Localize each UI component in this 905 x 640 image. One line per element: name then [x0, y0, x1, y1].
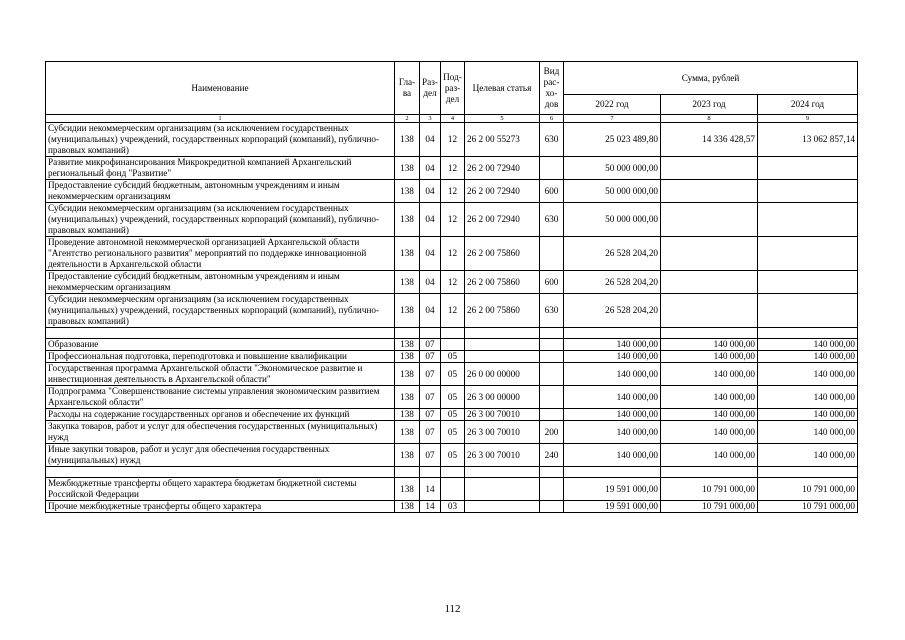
row-vid-rashodov — [540, 478, 564, 501]
row-sum-2024: 10 791 000,00 — [758, 478, 858, 501]
row-sum-2022: 26 528 204,20 — [564, 271, 661, 294]
row-glava: 138 — [395, 386, 420, 409]
column-number: 8 — [661, 115, 758, 123]
row-sum-2023 — [661, 203, 758, 237]
row-razdel: 04 — [420, 203, 441, 237]
row-podrazdel: 12 — [441, 203, 465, 237]
row-name: Расходы на содержание государственных органов и обеспечение их функций — [46, 409, 395, 421]
row-vid-rashodov: 240 — [540, 444, 564, 467]
row-name: Проведение автономной некоммерческой организацией Архангельской области "Агентство регионального развития" мероприятий по поддержке инновационной деятельности в Архангельской области — [46, 237, 395, 271]
row-celevaya-statya: 26 2 00 75860 — [465, 271, 540, 294]
row-podrazdel: 12 — [441, 294, 465, 328]
row-razdel: 04 — [420, 180, 441, 203]
row-sum-2023 — [661, 237, 758, 271]
row-sum-2023: 14 336 428,57 — [661, 123, 758, 157]
row-sum-2024: 10 791 000,00 — [758, 501, 858, 513]
row-sum-2022: 19 591 000,00 — [564, 501, 661, 513]
row-celevaya-statya — [465, 351, 540, 363]
row-name: Государственная программа Архангельской области "Экономическое развитие и инвестиционная деятельность в Архангельской области" — [46, 363, 395, 386]
row-sum-2023 — [661, 294, 758, 328]
row-sum-2023: 140 000,00 — [661, 421, 758, 444]
table-body — [46, 123, 858, 513]
spacer-cell — [395, 328, 420, 339]
row-sum-2024 — [758, 294, 858, 328]
row-sum-2024: 13 062 857,14 — [758, 123, 858, 157]
row-sum-2024: 140 000,00 — [758, 386, 858, 409]
row-name: Субсидии некоммерческим организациям (за исключением государственных (муниципальных) учреждений, государственных корпораций (компаний), публично-правовых компаний) — [46, 294, 395, 328]
header-year-2022: 2022 год — [564, 95, 661, 115]
row-sum-2023: 140 000,00 — [661, 363, 758, 386]
row-name: Профессиональная подготовка, переподготовка и повышение квалификации — [46, 351, 395, 363]
row-podrazdel: 05 — [441, 351, 465, 363]
row-name: Предоставление субсидий бюджетным, автономным учреждениям и иным некоммерческим организациям — [46, 271, 395, 294]
column-number: 4 — [441, 115, 465, 123]
row-sum-2024: 140 000,00 — [758, 363, 858, 386]
spacer-cell — [395, 467, 420, 478]
table-row — [46, 294, 858, 328]
spacer-row — [46, 467, 858, 478]
row-glava: 138 — [395, 180, 420, 203]
row-razdel: 04 — [420, 237, 441, 271]
column-number: 2 — [395, 115, 420, 123]
row-glava: 138 — [395, 237, 420, 271]
row-glava: 138 — [395, 409, 420, 421]
spacer-cell — [420, 467, 441, 478]
row-glava: 138 — [395, 421, 420, 444]
table-row — [46, 386, 858, 409]
row-podrazdel: 12 — [441, 180, 465, 203]
row-sum-2022: 140 000,00 — [564, 351, 661, 363]
row-name: Подпрограмма "Совершенствование системы управления экономическим развитием Архангельской области" — [46, 386, 395, 409]
row-vid-rashodov: 630 — [540, 123, 564, 157]
row-sum-2023: 10 791 000,00 — [661, 501, 758, 513]
header-podrazdel: Под-раз-дел — [441, 62, 465, 115]
row-sum-2022: 140 000,00 — [564, 386, 661, 409]
table-row — [46, 363, 858, 386]
table-row — [46, 180, 858, 203]
header-razdel: Раз-дел — [420, 62, 441, 115]
table-row — [46, 409, 858, 421]
row-sum-2022: 26 528 204,20 — [564, 237, 661, 271]
row-glava: 138 — [395, 271, 420, 294]
row-sum-2024 — [758, 180, 858, 203]
row-sum-2022: 19 591 000,00 — [564, 478, 661, 501]
column-number: 5 — [465, 115, 540, 123]
row-vid-rashodov — [540, 501, 564, 513]
column-number: 9 — [758, 115, 858, 123]
column-number: 1 — [46, 115, 395, 123]
row-celevaya-statya: 26 2 00 55273 — [465, 123, 540, 157]
row-podrazdel — [441, 478, 465, 501]
row-celevaya-statya: 26 2 00 72940 — [465, 180, 540, 203]
header-celevaya: Целевая статья — [465, 62, 540, 115]
table-row — [46, 421, 858, 444]
row-sum-2024: 140 000,00 — [758, 421, 858, 444]
header-vid: Вид рас-хо-дов — [540, 62, 564, 115]
table-row — [46, 339, 858, 351]
row-vid-rashodov: 600 — [540, 271, 564, 294]
row-razdel: 14 — [420, 478, 441, 501]
spacer-cell — [46, 328, 395, 339]
row-sum-2023: 140 000,00 — [661, 351, 758, 363]
row-sum-2024: 140 000,00 — [758, 351, 858, 363]
column-number: 7 — [564, 115, 661, 123]
row-razdel: 04 — [420, 271, 441, 294]
row-razdel: 04 — [420, 157, 441, 180]
row-vid-rashodov — [540, 363, 564, 386]
row-razdel: 14 — [420, 501, 441, 513]
row-sum-2023: 140 000,00 — [661, 409, 758, 421]
row-sum-2022: 50 000 000,00 — [564, 180, 661, 203]
row-sum-2023: 140 000,00 — [661, 444, 758, 467]
table-row — [46, 351, 858, 363]
row-name: Прочие межбюджетные трансферты общего характера — [46, 501, 395, 513]
row-podrazdel: 12 — [441, 237, 465, 271]
table-row — [46, 501, 858, 513]
row-sum-2024: 140 000,00 — [758, 339, 858, 351]
row-sum-2024 — [758, 237, 858, 271]
row-name: Образование — [46, 339, 395, 351]
header-summa: Сумма, рублей — [564, 62, 858, 95]
row-podrazdel: 03 — [441, 501, 465, 513]
row-sum-2023 — [661, 271, 758, 294]
row-celevaya-statya: 26 3 00 70010 — [465, 409, 540, 421]
spacer-cell — [46, 467, 395, 478]
row-glava: 138 — [395, 351, 420, 363]
row-name: Субсидии некоммерческим организациям (за исключением государственных (муниципальных) учреждений, государственных корпораций (компаний), публично-правовых компаний) — [46, 203, 395, 237]
row-vid-rashodov — [540, 386, 564, 409]
spacer-cell — [420, 328, 441, 339]
row-sum-2022: 50 000 000,00 — [564, 157, 661, 180]
row-podrazdel: 12 — [441, 123, 465, 157]
row-podrazdel: 12 — [441, 271, 465, 294]
row-celevaya-statya: 26 0 00 00000 — [465, 363, 540, 386]
row-razdel: 07 — [420, 363, 441, 386]
spacer-row — [46, 328, 858, 339]
row-sum-2022: 50 000 000,00 — [564, 203, 661, 237]
row-sum-2022: 26 528 204,20 — [564, 294, 661, 328]
row-celevaya-statya — [465, 501, 540, 513]
row-glava: 138 — [395, 339, 420, 351]
page-number: 112 — [444, 603, 461, 615]
row-name: Закупка товаров, работ и услуг для обеспечения государственных (муниципальных) нужд — [46, 421, 395, 444]
row-glava: 138 — [395, 157, 420, 180]
row-vid-rashodov — [540, 409, 564, 421]
spacer-cell — [540, 467, 564, 478]
row-sum-2022: 25 023 489,80 — [564, 123, 661, 157]
row-vid-rashodov: 630 — [540, 203, 564, 237]
row-celevaya-statya: 26 3 00 00000 — [465, 386, 540, 409]
table-row — [46, 123, 858, 157]
row-sum-2022: 140 000,00 — [564, 421, 661, 444]
row-sum-2024 — [758, 203, 858, 237]
row-celevaya-statya: 26 2 00 75860 — [465, 294, 540, 328]
spacer-cell — [441, 467, 465, 478]
row-sum-2022: 140 000,00 — [564, 363, 661, 386]
row-sum-2022: 140 000,00 — [564, 409, 661, 421]
row-sum-2022: 140 000,00 — [564, 444, 661, 467]
row-sum-2023 — [661, 157, 758, 180]
row-name: Предоставление субсидий бюджетным, автономным учреждениям и иным некоммерческим организациям — [46, 180, 395, 203]
row-podrazdel: 12 — [441, 157, 465, 180]
table-row — [46, 478, 858, 501]
column-number: 6 — [540, 115, 564, 123]
spacer-cell — [465, 328, 540, 339]
row-razdel: 07 — [420, 386, 441, 409]
row-sum-2023: 140 000,00 — [661, 386, 758, 409]
column-number: 3 — [420, 115, 441, 123]
table-row — [46, 444, 858, 467]
spacer-cell — [564, 328, 661, 339]
header-year-2024: 2024 год — [758, 95, 858, 115]
spacer-cell — [758, 328, 858, 339]
row-celevaya-statya: 26 2 00 72940 — [465, 203, 540, 237]
row-razdel: 04 — [420, 123, 441, 157]
row-celevaya-statya: 26 3 00 70010 — [465, 421, 540, 444]
row-vid-rashodov: 630 — [540, 294, 564, 328]
row-podrazdel — [441, 339, 465, 351]
spacer-cell — [661, 467, 758, 478]
spacer-cell — [758, 467, 858, 478]
row-vid-rashodov — [540, 351, 564, 363]
spacer-cell — [661, 328, 758, 339]
header-row — [46, 62, 858, 95]
row-glava: 138 — [395, 444, 420, 467]
row-razdel: 07 — [420, 421, 441, 444]
row-glava: 138 — [395, 294, 420, 328]
row-razdel: 04 — [420, 294, 441, 328]
row-celevaya-statya: 26 2 00 75860 — [465, 237, 540, 271]
row-name: Развитие микрофинансирования Микрокредитной компанией Архангельский региональный фонд "Развитие" — [46, 157, 395, 180]
row-sum-2022: 140 000,00 — [564, 339, 661, 351]
spacer-cell — [540, 328, 564, 339]
row-glava: 138 — [395, 363, 420, 386]
row-vid-rashodov: 200 — [540, 421, 564, 444]
row-sum-2024 — [758, 157, 858, 180]
row-glava: 138 — [395, 501, 420, 513]
row-vid-rashodov: 600 — [540, 180, 564, 203]
row-podrazdel: 05 — [441, 409, 465, 421]
row-sum-2024: 140 000,00 — [758, 409, 858, 421]
row-glava: 138 — [395, 203, 420, 237]
row-name: Межбюджетные трансферты общего характера бюджетам бюджетной системы Российской Федерации — [46, 478, 395, 501]
row-razdel: 07 — [420, 351, 441, 363]
row-vid-rashodov — [540, 237, 564, 271]
row-vid-rashodov — [540, 157, 564, 180]
row-celevaya-statya: 26 3 00 70010 — [465, 444, 540, 467]
row-podrazdel: 05 — [441, 386, 465, 409]
row-podrazdel: 05 — [441, 363, 465, 386]
header-glava: Гла-ва — [395, 62, 420, 115]
row-name: Иные закупки товаров, работ и услуг для обеспечения государственных (муниципальных) нужд — [46, 444, 395, 467]
row-sum-2023: 140 000,00 — [661, 339, 758, 351]
row-celevaya-statya — [465, 478, 540, 501]
table-row — [46, 203, 858, 237]
budget-table — [45, 61, 858, 513]
row-sum-2024: 140 000,00 — [758, 444, 858, 467]
row-razdel: 07 — [420, 409, 441, 421]
row-glava: 138 — [395, 123, 420, 157]
row-podrazdel: 05 — [441, 444, 465, 467]
row-vid-rashodov — [540, 339, 564, 351]
spacer-cell — [564, 467, 661, 478]
row-celevaya-statya — [465, 339, 540, 351]
row-sum-2023: 10 791 000,00 — [661, 478, 758, 501]
header-name: Наименование — [46, 62, 395, 115]
table-row — [46, 271, 858, 294]
row-name: Субсидии некоммерческим организациям (за исключением государственных (муниципальных) учреждений, государственных корпораций (компаний), публично-правовых компаний) — [46, 123, 395, 157]
spacer-cell — [441, 328, 465, 339]
row-celevaya-statya: 26 2 00 72940 — [465, 157, 540, 180]
column-number-row — [46, 115, 858, 123]
row-podrazdel: 05 — [441, 421, 465, 444]
table-row — [46, 157, 858, 180]
row-sum-2024 — [758, 271, 858, 294]
row-sum-2023 — [661, 180, 758, 203]
row-razdel: 07 — [420, 444, 441, 467]
header-year-2023: 2023 год — [661, 95, 758, 115]
row-glava: 138 — [395, 478, 420, 501]
table-row — [46, 237, 858, 271]
row-razdel: 07 — [420, 339, 441, 351]
spacer-cell — [465, 467, 540, 478]
